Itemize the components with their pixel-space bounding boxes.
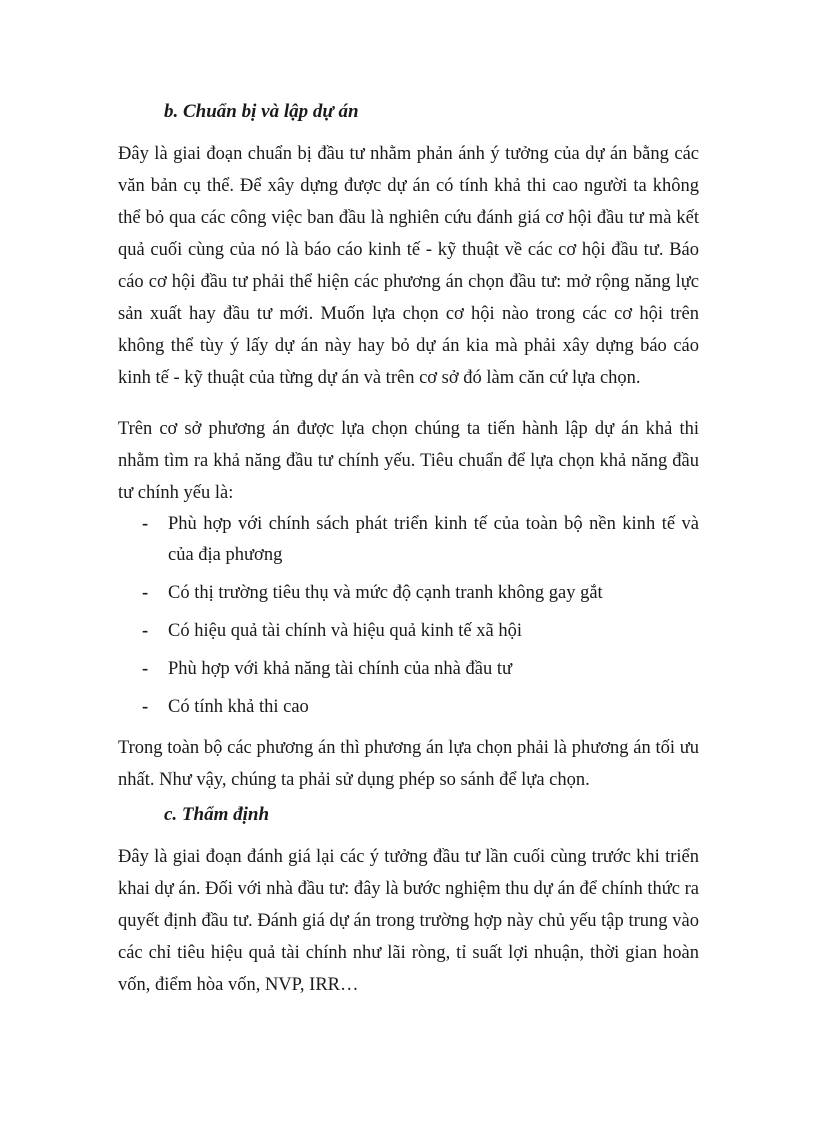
list-item-text: Có thị trường tiêu thụ và mức độ cạnh tranh không gay gắt bbox=[168, 583, 603, 603]
list-item bbox=[118, 509, 699, 571]
section-b-paragraph-3: Trong toàn bộ các phương án thì phương án lựa chọn phải là phương án tối ưu nhất. Như vậy, chúng ta phải sử dụng phép so sánh để lựa chọn. bbox=[118, 738, 699, 790]
list-item bbox=[118, 692, 699, 723]
list-item bbox=[118, 578, 699, 609]
bullet-dash: - bbox=[142, 659, 149, 679]
section-c-heading: c. Thẩm định bbox=[164, 804, 270, 825]
criteria-list bbox=[118, 509, 699, 723]
section-b-heading: b. Chuẩn bị và lập dự án bbox=[164, 101, 359, 122]
list-item bbox=[118, 654, 699, 685]
bullet-dash: - bbox=[142, 583, 149, 603]
section-b-paragraph-1: Đây là giai đoạn chuẩn bị đầu tư nhằm phản ánh ý tưởng của dự án bằng các văn bản cụ thể. Để xây dựng được dự án có tính khả thi cao người ta không thể bỏ qua các công việc ban đầu là nghiên cứu đánh giá cơ hội đầu tư mà kết quả cuối cùng của nó là báo cáo kinh tế - kỹ thuật về các cơ hội đầu tư. Báo cáo cơ hội đầu tư phải thể hiện các phương án chọn đầu tư: mở rộng năng lực sản xuất hay đầu tư mới. Muốn lựa chọn cơ hội nào trong các cơ hội trên không thể tùy ý lấy dự án này hay bỏ dự án kia mà phải xây dựng báo cáo kinh tế - kỹ thuật của từng dự án và trên cơ sở đó làm căn cứ lựa chọn. bbox=[118, 144, 699, 388]
list-item-text: Phù hợp với khả năng tài chính của nhà đầu tư bbox=[168, 659, 513, 679]
section-b-paragraph-2: Trên cơ sở phương án được lựa chọn chúng ta tiến hành lập dự án khả thi nhằm tìm ra khả năng đầu tư chính yếu. Tiêu chuẩn để lựa chọn khả năng đầu tư chính yếu là: bbox=[118, 419, 699, 503]
list-item bbox=[118, 616, 699, 647]
section-c-paragraph-1: Đây là giai đoạn đánh giá lại các ý tưởng đầu tư lần cuối cùng trước khi triển khai dự án. Đối với nhà đầu tư: đây là bước nghiệm thu dự án để chính thức ra quyết định đầu tư. Đánh giá dự án trong trường hợp này chủ yếu tập trung vào các chỉ tiêu hiệu quả tài chính như lãi ròng, tỉ suất lợi nhuận, thời gian hoàn vốn, điểm hòa vốn, NVP, IRR… bbox=[118, 847, 699, 995]
bullet-dash: - bbox=[142, 514, 149, 534]
bullet-dash: - bbox=[142, 697, 149, 717]
list-item-text: Có hiệu quả tài chính và hiệu quả kinh tế xã hội bbox=[168, 621, 522, 641]
list-item-text: Phù hợp với chính sách phát triển kinh tế của toàn bộ nền kinh tế và của địa phương bbox=[168, 514, 699, 565]
bullet-dash: - bbox=[142, 621, 149, 641]
list-item-text: Có tính khả thi cao bbox=[168, 697, 309, 717]
